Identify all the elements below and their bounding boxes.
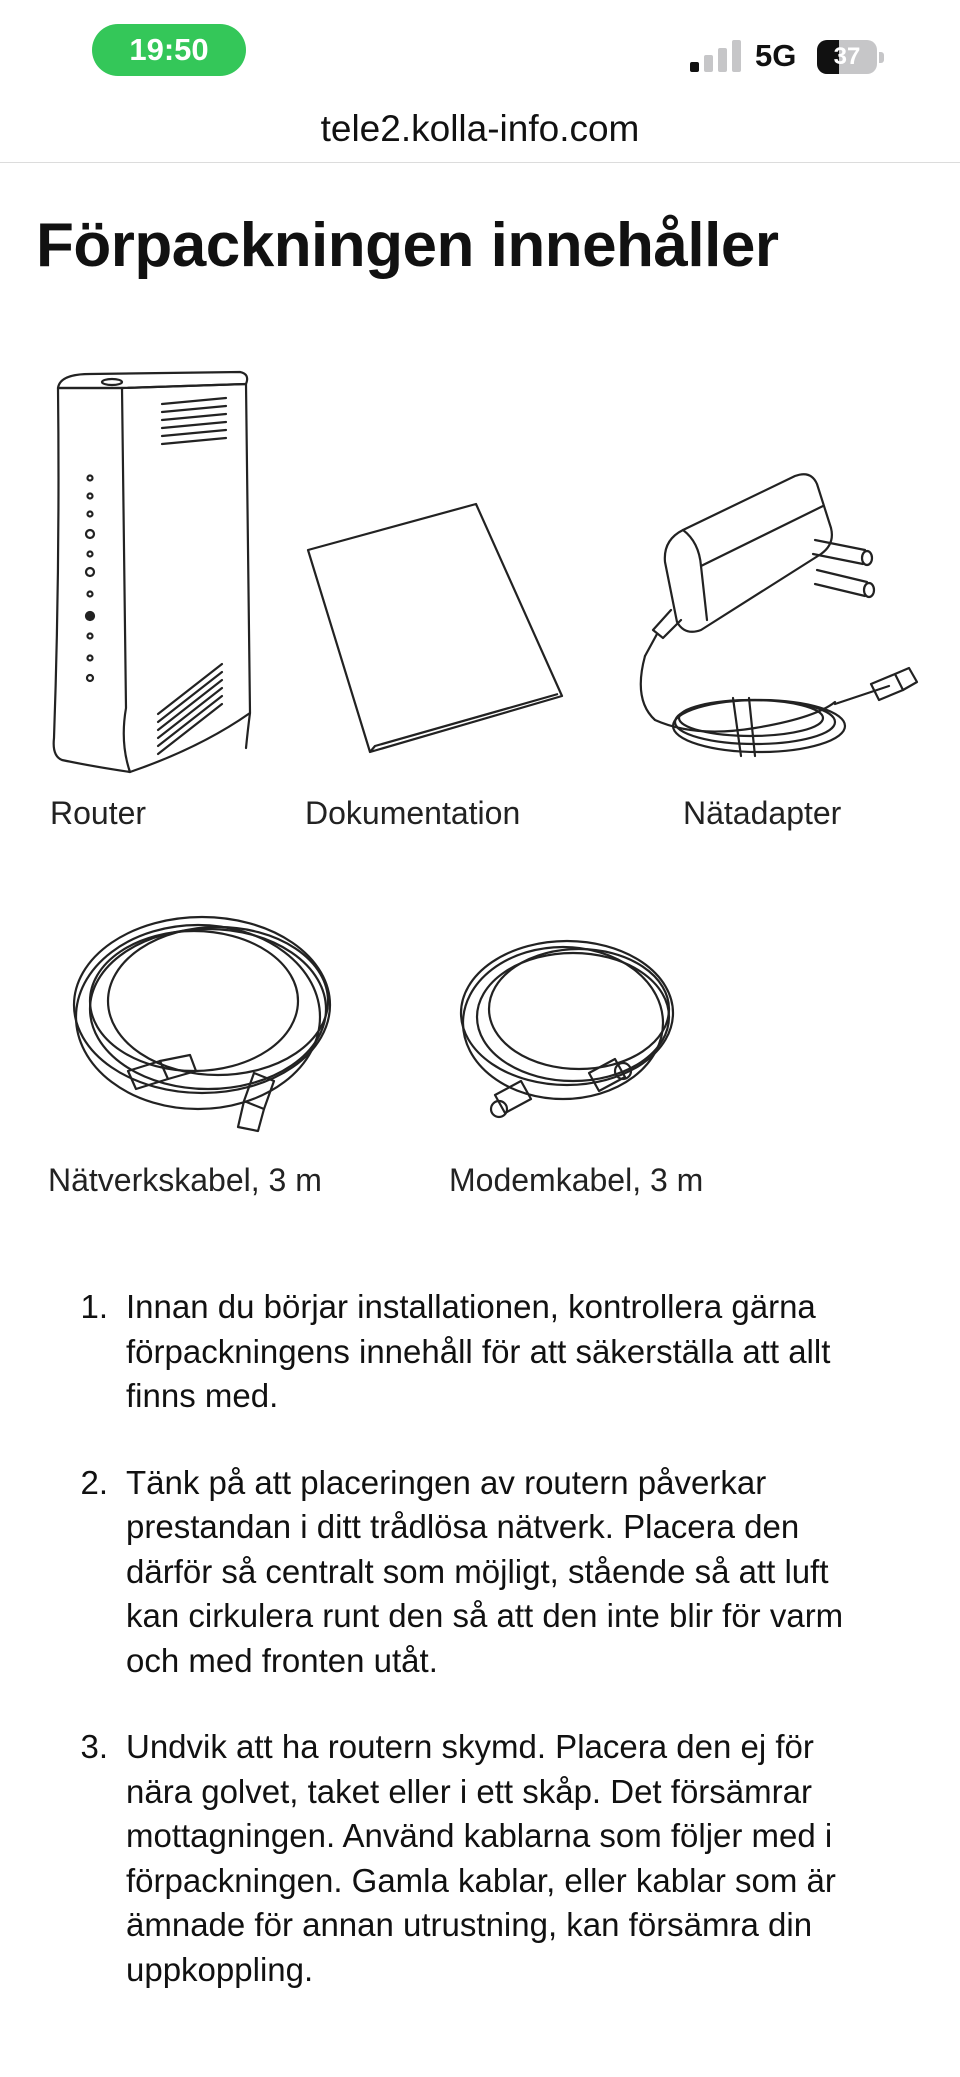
power-adapter-icon bbox=[635, 470, 925, 770]
package-item-label: Nätadapter bbox=[683, 795, 842, 831]
address-url[interactable]: tele2.kolla-info.com bbox=[320, 108, 640, 149]
step-number: 1. bbox=[80, 1288, 108, 1325]
cellular-signal-icon bbox=[690, 40, 742, 72]
package-item-network-cable bbox=[48, 905, 338, 1198]
address-bar[interactable] bbox=[0, 96, 960, 163]
step-text: Undvik att ha routern skymd. Placera den ej för nära golvet, taket eller i ett skåp. Det försämrar mottagningen. Använd kablarna som följer med i förpackningen. Gamla kablar, eller kablar som är ämnade för annan utrustning, kan försämra din uppkoppling. bbox=[126, 1728, 836, 1988]
step-text: Tänk på att placeringen av routern påverkar prestandan i ditt trådlösa nätverk. Placera den därför så centralt som möjligt, stående så att luft kan cirkulera runt den så att den inte blir för varm och med fronten utåt. bbox=[126, 1463, 844, 1679]
modem-cable-icon bbox=[455, 925, 685, 1125]
package-item-power-adapter bbox=[635, 470, 925, 831]
instruction-step bbox=[60, 1725, 880, 1992]
instruction-list bbox=[60, 1285, 880, 2034]
package-item-label: Dokumentation bbox=[305, 795, 521, 831]
battery-icon bbox=[817, 40, 885, 74]
package-item-modem-cable bbox=[449, 925, 704, 1198]
network-cable-icon bbox=[68, 905, 338, 1135]
status-bar bbox=[0, 0, 960, 100]
page-title: Förpackningen innehåller bbox=[36, 211, 779, 280]
step-number: 3. bbox=[80, 1728, 108, 1765]
step-number: 2. bbox=[80, 1463, 108, 1501]
router-icon bbox=[50, 368, 260, 778]
package-item-documentation bbox=[300, 500, 570, 831]
package-item-label: Router bbox=[50, 795, 147, 831]
instruction-step bbox=[60, 1461, 880, 1684]
package-item-label: Nätverkskabel, 3 m bbox=[48, 1162, 322, 1198]
package-item-router bbox=[50, 368, 260, 831]
battery-nub bbox=[879, 52, 884, 63]
step-text: Innan du börjar installationen, kontrollera gärna förpackningens innehåll för att säkerställa att allt finns med. bbox=[126, 1288, 831, 1414]
status-time[interactable]: 19:50 bbox=[92, 24, 246, 76]
package-item-label: Modemkabel, 3 m bbox=[449, 1162, 704, 1198]
instruction-step bbox=[60, 1285, 880, 1419]
battery-percent: 37 bbox=[833, 43, 861, 70]
network-type: 5G bbox=[755, 38, 797, 73]
document-icon bbox=[300, 500, 570, 780]
